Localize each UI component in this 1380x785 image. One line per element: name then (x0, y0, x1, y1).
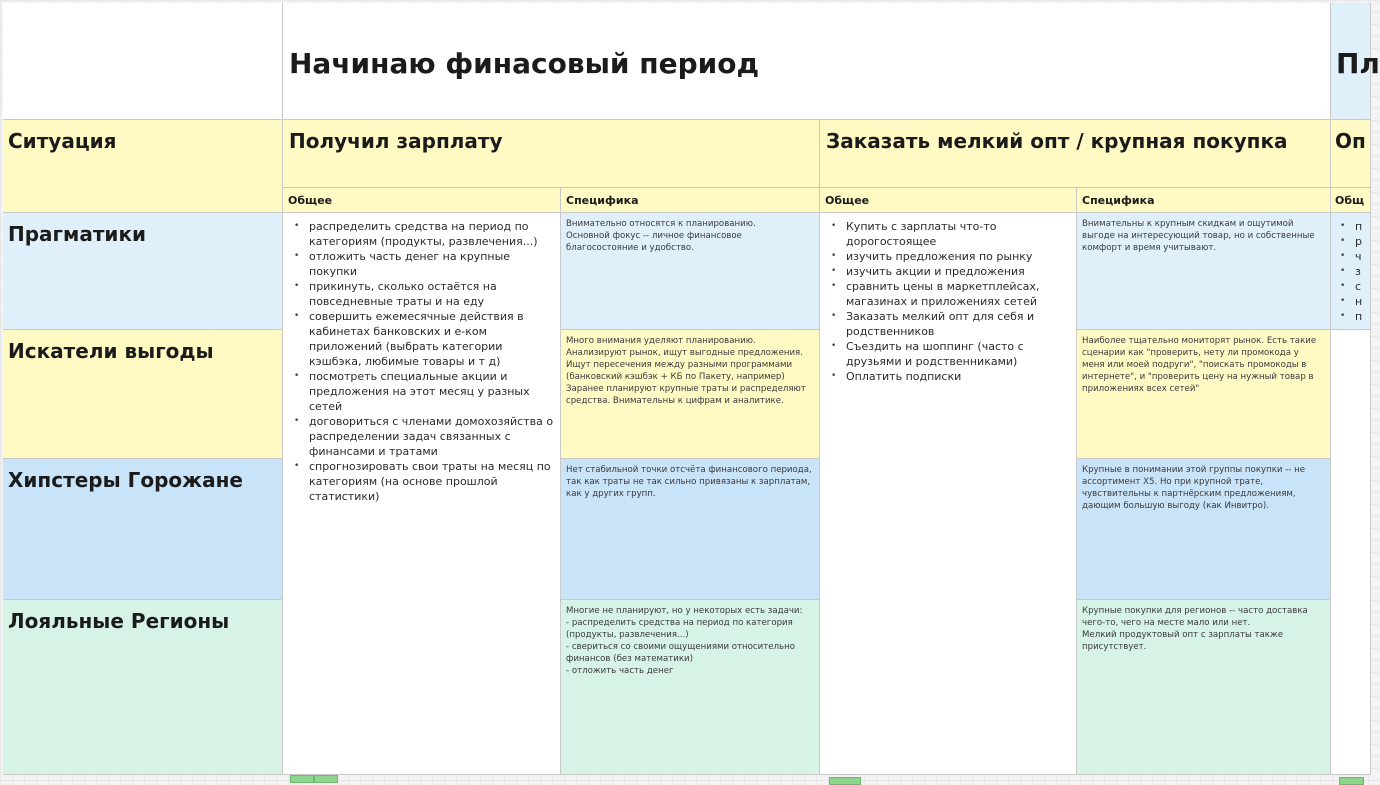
note-text: Внимательны к крупным скидкам и ощутимой выгоде на интересующий товар, но и собственные комфорт и время учитывают. (1082, 219, 1315, 253)
corner-cell (3, 3, 283, 120)
purchase-general-list (820, 219, 1072, 384)
note-text: Крупные в понимании этой группы покупки -- не ассортимент Х5. Но при крупной трате, чувствительны к партнёрским предложениям, дающим большую выгоду (как Инвитро). (1082, 465, 1306, 511)
column-header-purchase[interactable] (820, 120, 1331, 188)
segment-row-hipsters (3, 459, 283, 600)
subheader-label: Общее (825, 194, 870, 207)
situation-label: Ситуация (8, 129, 117, 153)
column-header-next[interactable] (1331, 120, 1371, 188)
list-item: • Съездить на шоппинг (часто с друзьями и родственниками) (846, 339, 1072, 369)
purchase-specific-bargain[interactable] (1077, 330, 1331, 459)
column-title-salary: Получил зарплату (289, 129, 503, 153)
subheader-label: Общее (288, 194, 333, 207)
salary-general-cell[interactable] (283, 213, 561, 775)
segment-row-pragmatics (3, 213, 283, 330)
list-item: • изучить предложения по рынку (846, 249, 1072, 264)
purchase-general-cell[interactable] (820, 213, 1077, 775)
salary-general-list (283, 219, 556, 504)
segment-row-loyal-regions (3, 600, 283, 775)
segment-label: Искатели выгоды (8, 339, 214, 363)
segment-label: Хипстеры Горожане (8, 468, 243, 492)
purchase-specific-hipsters[interactable] (1077, 459, 1331, 600)
note-text: Внимательно относятся к планированию. Основной фокус -- личное финансовое благосостояние и удобство. (566, 219, 756, 253)
resize-handle[interactable] (314, 775, 338, 783)
list-item: • Купить с зарплаты что-то дорогостоящее (846, 219, 1072, 249)
subheader-label: Специфика (1082, 194, 1155, 207)
resize-handle[interactable] (1339, 777, 1364, 785)
subheader-purchase-specific (1077, 188, 1331, 213)
list-item: • отложить часть денег на крупные покупки (309, 249, 556, 279)
salary-specific-hipsters[interactable] (561, 459, 820, 600)
list-item: • прикинуть, сколько остаётся на повседневные траты и на еду (309, 279, 556, 309)
list-item: • п (1355, 309, 1362, 324)
subheader-purchase-general (820, 188, 1077, 213)
salary-specific-bargain[interactable] (561, 330, 820, 459)
list-item: • п (1355, 219, 1362, 234)
list-item: • н (1355, 294, 1362, 309)
subheader-salary-general (283, 188, 561, 213)
list-item: • спрогнозировать свои траты на месяц по категориям (на основе прошлой статистики) (309, 459, 556, 504)
subheader-next-general (1331, 188, 1371, 213)
subheader-label: Общ (1335, 194, 1365, 207)
segment-label: Прагматики (8, 222, 147, 246)
list-item: • договориться с членами домохозяйства о распределении задач связанных с финансами и тратами (309, 414, 556, 459)
list-item: • сравнить цены в маркетплейсах, магазинах и приложениях сетей (846, 279, 1072, 309)
resize-handle[interactable] (290, 775, 314, 783)
next-general-pragmatics[interactable] (1331, 213, 1371, 330)
stage-header[interactable] (283, 3, 1331, 120)
list-item: • совершить ежемесячные действия в кабинетах банковских и е-ком приложений (выбрать категории кэшбэка, любимые товары и т д) (309, 309, 556, 369)
resize-handle[interactable] (829, 777, 861, 785)
salary-specific-regions[interactable] (561, 600, 820, 775)
purchase-specific-pragmatics[interactable] (1077, 213, 1331, 330)
column-title-purchase: Заказать мелкий опт / крупная покупка (826, 129, 1288, 153)
segment-row-bargain-seekers (3, 330, 283, 459)
stage-title: Начинаю финасовый период (289, 47, 760, 80)
next-general-list (1329, 219, 1362, 324)
situation-label-cell (3, 120, 283, 213)
segment-label: Лояльные Регионы (8, 609, 230, 633)
list-item: • р (1355, 234, 1362, 249)
next-general-lower[interactable] (1331, 330, 1371, 775)
list-item: • з (1355, 264, 1362, 279)
note-text: Нет стабильной точки отсчёта финансового периода, так как траты не так сильно привязаны к зарплатам, как у других групп. (566, 465, 812, 499)
purchase-specific-regions[interactable] (1077, 600, 1331, 775)
note-text: Наиболее тщательно мониторят рынок. Есть такие сценарии как "проверить, нету ли промокода у меня или моей подруги", "поискать промокоды в интернете", и "проверить цену на нужный товар в приложениях всех сетей" (1082, 336, 1317, 394)
list-item: • ч (1355, 249, 1362, 264)
note-text: Много внимания уделяют планированию. Анализируют рынок, ищут выгодные предложения. Ищут пересечения между разными программами (банковский кэшбэк + КБ по Пакету, например) Заранее планируют крупные траты и распределяют средства. Внимательны к цифрам и аналитике. (566, 336, 806, 406)
list-item: • Оплатить подписки (846, 369, 1072, 384)
next-stage-title: Пл (1336, 47, 1380, 80)
column-header-salary[interactable] (283, 120, 820, 188)
list-item: • Заказать мелкий опт для себя и родственников (846, 309, 1072, 339)
note-text: Крупные покупки для регионов -- часто доставка чего-то, чего на месте мало или нет. Мелкий продуктовый опт с зарплаты также присутствует. (1082, 606, 1308, 652)
salary-specific-pragmatics[interactable] (561, 213, 820, 330)
subheader-label: Специфика (566, 194, 639, 207)
subheader-salary-specific (561, 188, 820, 213)
next-stage-header[interactable] (1331, 3, 1380, 120)
list-item: • посмотреть специальные акции и предложения на этот месяц у разных сетей (309, 369, 556, 414)
column-title-next: Оп (1335, 129, 1366, 153)
note-text: Многие не планируют, но у некоторых есть задачи: - распределить средства на период по категория (продукты, развлечения...) - свериться со своими ощущениями относительно финансов (без математики) - отложить часть денег (566, 606, 803, 676)
list-item: • изучить акции и предложения (846, 264, 1072, 279)
list-item: • с (1355, 279, 1362, 294)
list-item: • распределить средства на период по категориям (продукты, развлечения...) (309, 219, 556, 249)
